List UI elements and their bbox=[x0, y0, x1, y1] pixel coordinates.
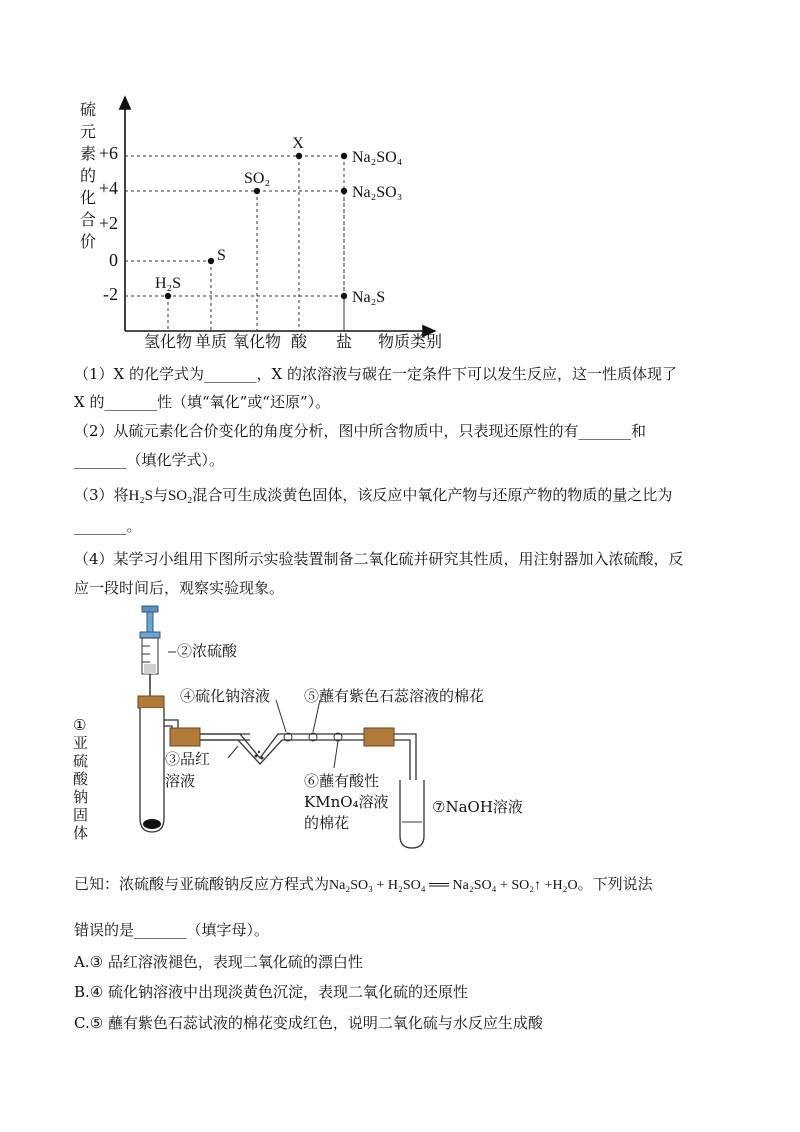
q1-line2: X 的_______性（填“氧化”或“还原”）。 bbox=[74, 393, 331, 411]
y-axis-label bbox=[80, 101, 96, 251]
q3-line1: （3）将H₂S与SO₂混合可生成淡黄色固体，该反应中氧化产物与还原产物的物质的量之比为 bbox=[74, 486, 673, 504]
label-6: ⑥蘸有酸性 KMnO₄溶液 的棉花 bbox=[304, 772, 389, 832]
svg-text:硫: 硫 bbox=[80, 102, 97, 119]
tube-connector bbox=[364, 728, 394, 746]
ytick-label: +2 bbox=[98, 213, 118, 233]
point-label: S bbox=[217, 247, 226, 264]
data-point bbox=[341, 293, 347, 299]
test-tube bbox=[400, 780, 424, 848]
q1-line1: （1）X 的化学式为_______，X 的浓溶液与碳在一定条件下可以发生反应，这一性质体现了 bbox=[74, 365, 677, 383]
reaction-tube bbox=[140, 708, 164, 832]
svg-text:素: 素 bbox=[80, 146, 97, 163]
ytick-label: +4 bbox=[98, 178, 118, 198]
sodium-sulfite-solid bbox=[143, 819, 161, 829]
xcat-label: 酸 bbox=[290, 334, 308, 351]
point-label: X bbox=[292, 135, 304, 152]
label-7: ⑦NaOH溶液 bbox=[432, 798, 523, 816]
syringe-icon bbox=[140, 606, 160, 698]
point-label: Na₂SO₄ bbox=[352, 149, 403, 166]
q4-line1: （4）某学习小组用下图所示实验装置制备二氧化硫并研究其性质，用注射器加入浓硫酸，反 bbox=[74, 550, 684, 568]
point-label: SO₂ bbox=[243, 170, 271, 187]
point-label: Na₂SO₃ bbox=[352, 184, 403, 201]
label-2: ②浓硫酸 bbox=[177, 642, 238, 660]
ytick-label: -2 bbox=[103, 284, 118, 304]
data-point bbox=[341, 153, 347, 159]
known-line1: 已知：浓硫酸与亚硫酸钠反应方程式为Na₂SO₃ + H₂SO₄ ══ Na₂SO₄ + SO₂↑ +H₂O。下列说法 bbox=[74, 875, 653, 893]
data-point bbox=[296, 153, 302, 159]
label-1: ① 亚 硫 酸 钠 固 体 bbox=[73, 716, 89, 842]
x-axis-label: 物质类别 bbox=[377, 334, 443, 351]
label-4: ④硫化钠溶液 bbox=[180, 687, 271, 705]
ytick-label: 0 bbox=[109, 250, 118, 270]
known-line2: 错误的是_______（填字母）。 bbox=[74, 921, 270, 939]
point-label: Na₂S bbox=[352, 289, 386, 306]
label-3: ③品红 溶液 bbox=[165, 750, 211, 790]
point-label: H₂S bbox=[154, 275, 182, 292]
svg-text:元: 元 bbox=[80, 124, 97, 141]
xcat-label: 单质 bbox=[194, 334, 228, 351]
option-b: B.④ 硫化钠溶液中出现淡黄色沉淀，表现二氧化硫的还原性 bbox=[74, 983, 469, 1001]
svg-text:合: 合 bbox=[80, 212, 97, 229]
plot-marks bbox=[125, 135, 403, 331]
option-c: C.⑤ 蘸有紫色石蕊试液的棉花变成红色，说明二氧化硫与水反应生成酸 bbox=[74, 1014, 543, 1032]
data-point bbox=[341, 188, 347, 194]
data-point bbox=[254, 188, 260, 194]
rubber-stopper bbox=[138, 696, 164, 708]
data-point bbox=[208, 258, 214, 264]
tube-connector bbox=[170, 728, 200, 746]
data-point bbox=[165, 293, 171, 299]
q2-line2: _______（填化学式）。 bbox=[74, 451, 225, 469]
xcat-label: 盐 bbox=[335, 334, 353, 351]
svg-text:的: 的 bbox=[80, 168, 97, 185]
q4-line2: 应一段时间后，观察实验现象。 bbox=[74, 579, 285, 597]
svg-text:价: 价 bbox=[80, 234, 97, 251]
ytick-label: +6 bbox=[98, 143, 118, 163]
option-a: A.③ 品红溶液褪色，表现二氧化硫的漂白性 bbox=[74, 953, 363, 971]
xcat-label: 氧化物 bbox=[232, 334, 282, 351]
q3-line2: _______。 bbox=[74, 517, 142, 535]
label-5: ⑤蘸有紫色石蕊溶液的棉花 bbox=[304, 687, 485, 705]
q2-line1: （2）从硫元素化合价变化的角度分析，图中所含物质中，只表现还原性的有_______和 bbox=[74, 422, 647, 440]
valence-chart bbox=[60, 85, 460, 360]
xcat-label: 氢化物 bbox=[143, 334, 193, 351]
svg-text:化: 化 bbox=[80, 190, 97, 207]
